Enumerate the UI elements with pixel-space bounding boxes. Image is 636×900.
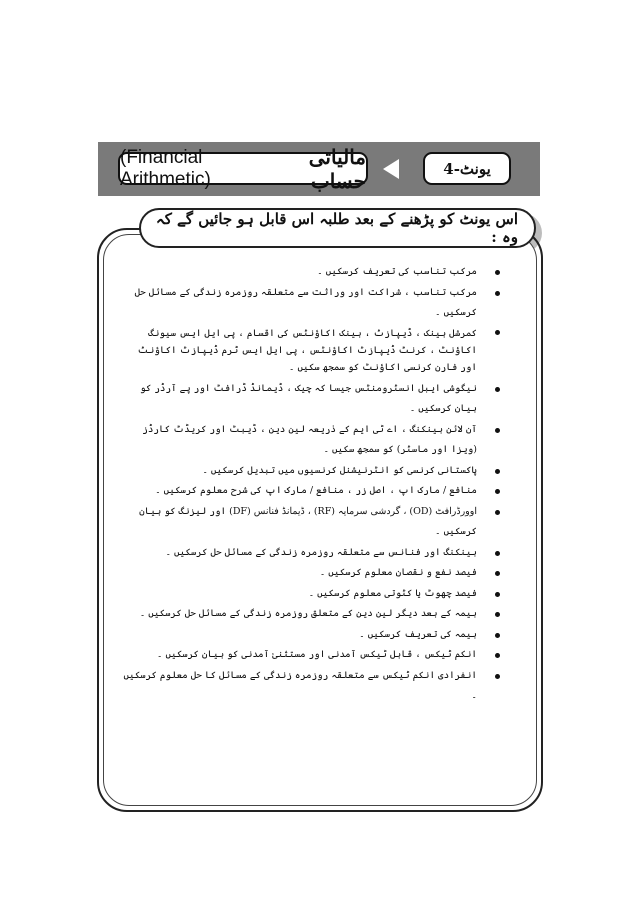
- objectives-list: [120, 262, 504, 707]
- bullet-icon: [495, 489, 500, 494]
- list-item: [120, 502, 504, 543]
- bullet-icon: [495, 270, 500, 275]
- list-item-text: انکم ٹیکس ، قابل ٹیکس آمدنی اور مستثنیٰ آمدنی کو بیان کرسکیں ۔: [156, 649, 477, 660]
- bullet-icon: [495, 330, 500, 335]
- list-item-text: اوورڈرافٹ (OD) ، گردشی سرمایہ (RF) ، ڈیمانڈ فنانس (DF) اور لیزنگ کو بیان کرسکیں ۔: [139, 505, 477, 537]
- list-item-text: مرکب تناسب ، شراکت اور وراثت سے متعلقہ روزمرہ زندگی کے مسائل حل کرسکیں ۔: [134, 286, 477, 318]
- bullet-icon: [495, 674, 500, 679]
- list-item-text: پاکستانی کرنسی کو انٹرنیشنل کرنسیوں میں تبدیل کرسکیں ۔: [202, 464, 477, 476]
- bullet-icon: [495, 387, 500, 392]
- bullet-icon: [495, 469, 500, 474]
- list-item: [120, 625, 504, 646]
- list-item: [120, 584, 504, 605]
- list-item: [120, 324, 504, 379]
- list-item: [120, 666, 504, 707]
- unit-number-box: [423, 152, 511, 185]
- bullet-icon: [495, 291, 500, 296]
- unit-title-english: (Financial Arithmetic): [120, 146, 211, 190]
- unit-number-label: یونٹ-4: [443, 159, 491, 178]
- list-item: [120, 283, 504, 324]
- list-item-text: بینکنگ اور فنانس سے متعلقہ روزمرہ زندگی کے مسائل حل کرسکیں ۔: [165, 546, 477, 558]
- bullet-icon: [495, 592, 500, 597]
- list-item-text: بیمہ کی تعریف کرسکیں ۔: [359, 628, 477, 640]
- unit-title-box: [118, 144, 368, 193]
- pointer-arrow-icon: [383, 159, 399, 179]
- list-item-text: فیصد نفع و نقصان معلوم کرسکیں ۔: [319, 567, 477, 578]
- bullet-icon: [495, 633, 500, 638]
- bullet-icon: [495, 510, 500, 515]
- list-item: [120, 645, 504, 666]
- list-item-text: مرکب تناسب کی تعریف کرسکیں ۔: [317, 266, 477, 277]
- list-item: [120, 262, 504, 283]
- objectives-heading: اس یونٹ کو پڑھنے کے بعد طلبہ اس قابل ہو جائیں گے کہ وہ :: [155, 210, 518, 246]
- list-item: [120, 461, 504, 482]
- objectives-heading-tab: [139, 208, 536, 248]
- list-item: [120, 379, 504, 420]
- bullet-icon: [495, 428, 500, 433]
- list-item: [120, 604, 504, 625]
- list-item: [120, 481, 504, 502]
- list-item: [120, 543, 504, 564]
- bullet-icon: [495, 571, 500, 576]
- list-item-text: کمرشل بینک ، ڈیپازٹ ، بینک اکاؤنٹس کی اقسام ، پی ایل ایس سیونگ اکاؤنٹ ، کرنٹ ڈیپازٹ اکاؤنٹس ، پی ایل ایس ٹرم ڈیپازٹ اکاؤنٹ اور فارن کرنسی اکاؤنٹ کو سمجھ سکیں ۔: [137, 327, 477, 373]
- list-item-text: آن لائن بینکنگ ، اے ٹی ایم کے ذریعہ لین دین ، ڈیبٹ اور کریڈٹ کارڈز (ویزا اور ماسٹر) کو سمجھ سکیں ۔: [142, 423, 477, 455]
- list-item-text: انفرادی انکم ٹیکس سے متعلقہ روزمرہ زندگی کے مسائل کا حل معلوم کرسکیں ۔: [123, 669, 477, 701]
- list-item-text: منافع / مارک اپ ، اصل زر ، منافع / مارک اپ کی شرح معلوم کرسکیں ۔: [155, 485, 477, 496]
- list-item: [120, 563, 504, 584]
- list-item: [120, 420, 504, 461]
- list-item-text: فیصد چھوٹ یا کٹوتی معلوم کرسکیں ۔: [308, 587, 477, 599]
- bullet-icon: [495, 653, 500, 658]
- list-item-text: نیگوشی ایبل انسٹرومنٹس جیسا کہ چیک ، ڈیمانڈ ڈرافٹ اور پے آرڈر کو بیان کرسکیں ۔: [140, 382, 477, 414]
- bullet-icon: [495, 612, 500, 617]
- list-item-text: بیمہ کے بعد دیگر لین دین کے متعلق روزمرہ زندگی کے مسائل حل کرسکیں ۔: [139, 608, 477, 619]
- unit-title-urdu: مالیاتی حساب: [308, 144, 366, 193]
- bullet-icon: [495, 551, 500, 556]
